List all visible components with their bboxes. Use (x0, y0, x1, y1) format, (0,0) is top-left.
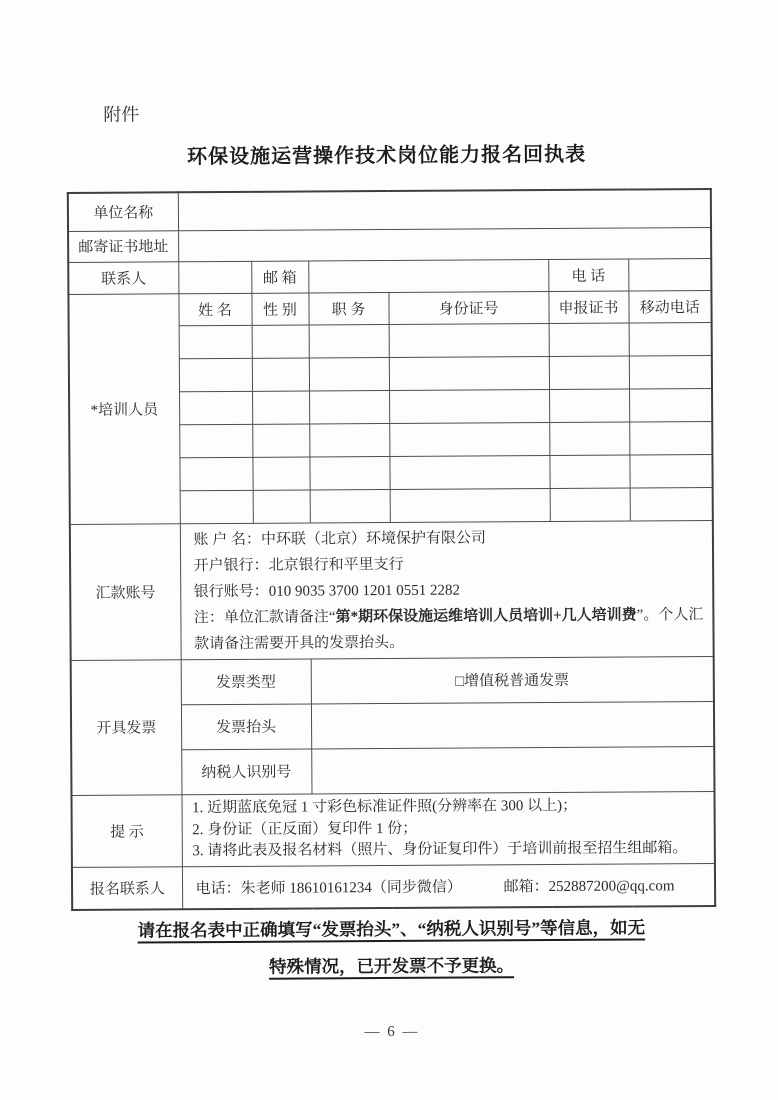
trainee-input-cell (549, 323, 629, 356)
trainee-col-header-id-number: 身份证号 (388, 291, 548, 324)
registration-contact-row (72, 863, 715, 910)
reg-contact-content (182, 863, 715, 909)
tips-content (181, 791, 714, 866)
trainee-col-header-gender: 性 别 (251, 292, 308, 324)
trainee-col-header-position: 职 务 (308, 292, 388, 324)
mail-address-row (68, 227, 711, 262)
trainee-header-row (68, 290, 711, 326)
tip-line: 1. 近期蓝底免冠 1 寸彩色标准证件照(分辨率在 300 以上)； (192, 798, 578, 817)
footer-note-line1: 请在报名表中正确填写“发票抬头”、“纳税人识别号”等信息，如无 (137, 917, 646, 941)
unit-name-row (68, 189, 711, 231)
trainee-input-cell (252, 324, 309, 357)
trainee-input-cell (180, 490, 253, 523)
remittance-row (70, 520, 714, 660)
unit-name-label: 单位名称 (68, 192, 178, 231)
trainee-input-cell (179, 457, 252, 490)
trainee-input-cell (179, 358, 252, 391)
mail-address-label: 邮寄证书地址 (68, 230, 178, 262)
reg-contact-phone: 电话：朱老师 18610161234（同步微信） (195, 879, 462, 897)
invoice-title-input-cell (311, 701, 714, 748)
trainee-input-cell (629, 322, 712, 356)
taxpayer-id-label: 纳税人识别号 (181, 748, 311, 794)
tip-line: 3. 请将此表及报名材料（照片、身份证复印件）于培训前报至招生组邮箱。 (192, 840, 688, 860)
trainee-input-cell (309, 357, 389, 390)
reg-contact-label: 报名联系人 (72, 866, 182, 910)
unit-name-input-cell (178, 189, 711, 230)
trainee-input-cell (389, 323, 549, 357)
trainee-input-cell (309, 324, 389, 357)
contact-row (68, 258, 711, 294)
invoice-type-checkbox-option: □增值税普通发票 (311, 656, 714, 703)
trainee-input-cell (179, 391, 252, 424)
trainee-input-cell (179, 325, 252, 358)
trainee-input-cell (549, 356, 629, 389)
contact-label: 联系人 (68, 261, 178, 294)
contact-phone-label: 电 话 (548, 259, 628, 291)
trainee-input-cell (309, 390, 389, 423)
invoice-title-label: 发票抬头 (181, 703, 311, 749)
page-title: 环保设施运营操作技术岗位能力报名回执表 (187, 143, 587, 169)
tips-label: 提 示 (71, 794, 181, 867)
remittance-account-number-line: 银行账号：010 9035 3700 1201 0551 2282 (193, 582, 461, 600)
invoice-label: 开具发票 (71, 659, 182, 795)
trainee-input-cell (179, 424, 252, 457)
contact-phone-input-cell (628, 258, 711, 291)
trainee-input-cell (253, 489, 310, 522)
contact-email-label: 邮 箱 (251, 260, 308, 292)
registration-form-table (67, 188, 716, 911)
tip-line: 2. 身份证（正反面）复印件 1 份； (192, 820, 418, 838)
trainee-input-cell (629, 454, 712, 488)
footer-note (2, 909, 778, 988)
trainees-label: *培训人员 (68, 293, 179, 524)
trainee-input-cell (549, 422, 629, 455)
remittance-bank-line: 开户银行：北京银行和平里支行 (193, 556, 404, 574)
trainee-input-cell (389, 389, 549, 423)
footer-note-line2: 特殊情况，已开发票不予更换。 (268, 955, 515, 977)
trainee-col-header-certificate: 申报证书 (548, 291, 628, 323)
trainee-input-cell (389, 455, 549, 489)
contact-name-input-cell (178, 261, 251, 293)
trainee-input-cell (629, 388, 712, 422)
trainee-input-cell (252, 390, 309, 423)
page-number: — 6 — (364, 1023, 420, 1041)
trainee-col-header-mobile: 移动电话 (628, 290, 711, 323)
trainee-input-cell (252, 456, 309, 489)
trainee-input-cell (309, 456, 389, 489)
tips-row (71, 791, 714, 867)
trainee-input-cell (629, 421, 712, 455)
trainee-input-cell (549, 389, 629, 422)
invoice-type-row (71, 656, 714, 705)
trainee-input-cell (310, 489, 390, 522)
trainee-input-cell (630, 487, 713, 521)
remittance-details (180, 520, 714, 659)
reg-contact-email: 邮箱：252887200@qq.com (503, 878, 675, 896)
attachment-label: 附件 (103, 104, 140, 125)
trainee-input-cell (550, 488, 630, 521)
taxpayer-id-input-cell (311, 746, 714, 793)
trainee-input-cell (252, 423, 309, 456)
trainee-input-cell (309, 423, 389, 456)
trainee-col-header-name: 姓 名 (178, 293, 251, 325)
trainee-input-cell (629, 355, 712, 389)
trainee-input-cell (389, 422, 549, 456)
trainee-input-cell (389, 356, 549, 390)
trainee-input-cell (390, 488, 550, 522)
remittance-note: 注：单位汇款请备注“第*期环保设施运维培训人员培训+几人培训费”。个人汇款请备注需要开具的发票抬头。 (193, 606, 704, 652)
trainee-input-cell (252, 357, 309, 390)
contact-email-input-cell (308, 259, 548, 292)
invoice-type-label: 发票类型 (181, 658, 311, 704)
trainee-input-cell (549, 455, 629, 488)
remittance-label: 汇款账号 (70, 523, 181, 660)
mail-address-input-cell (178, 227, 711, 261)
remittance-account-name-line: 账 户 名：中环联（北京）环境保护有限公司 (193, 529, 486, 548)
